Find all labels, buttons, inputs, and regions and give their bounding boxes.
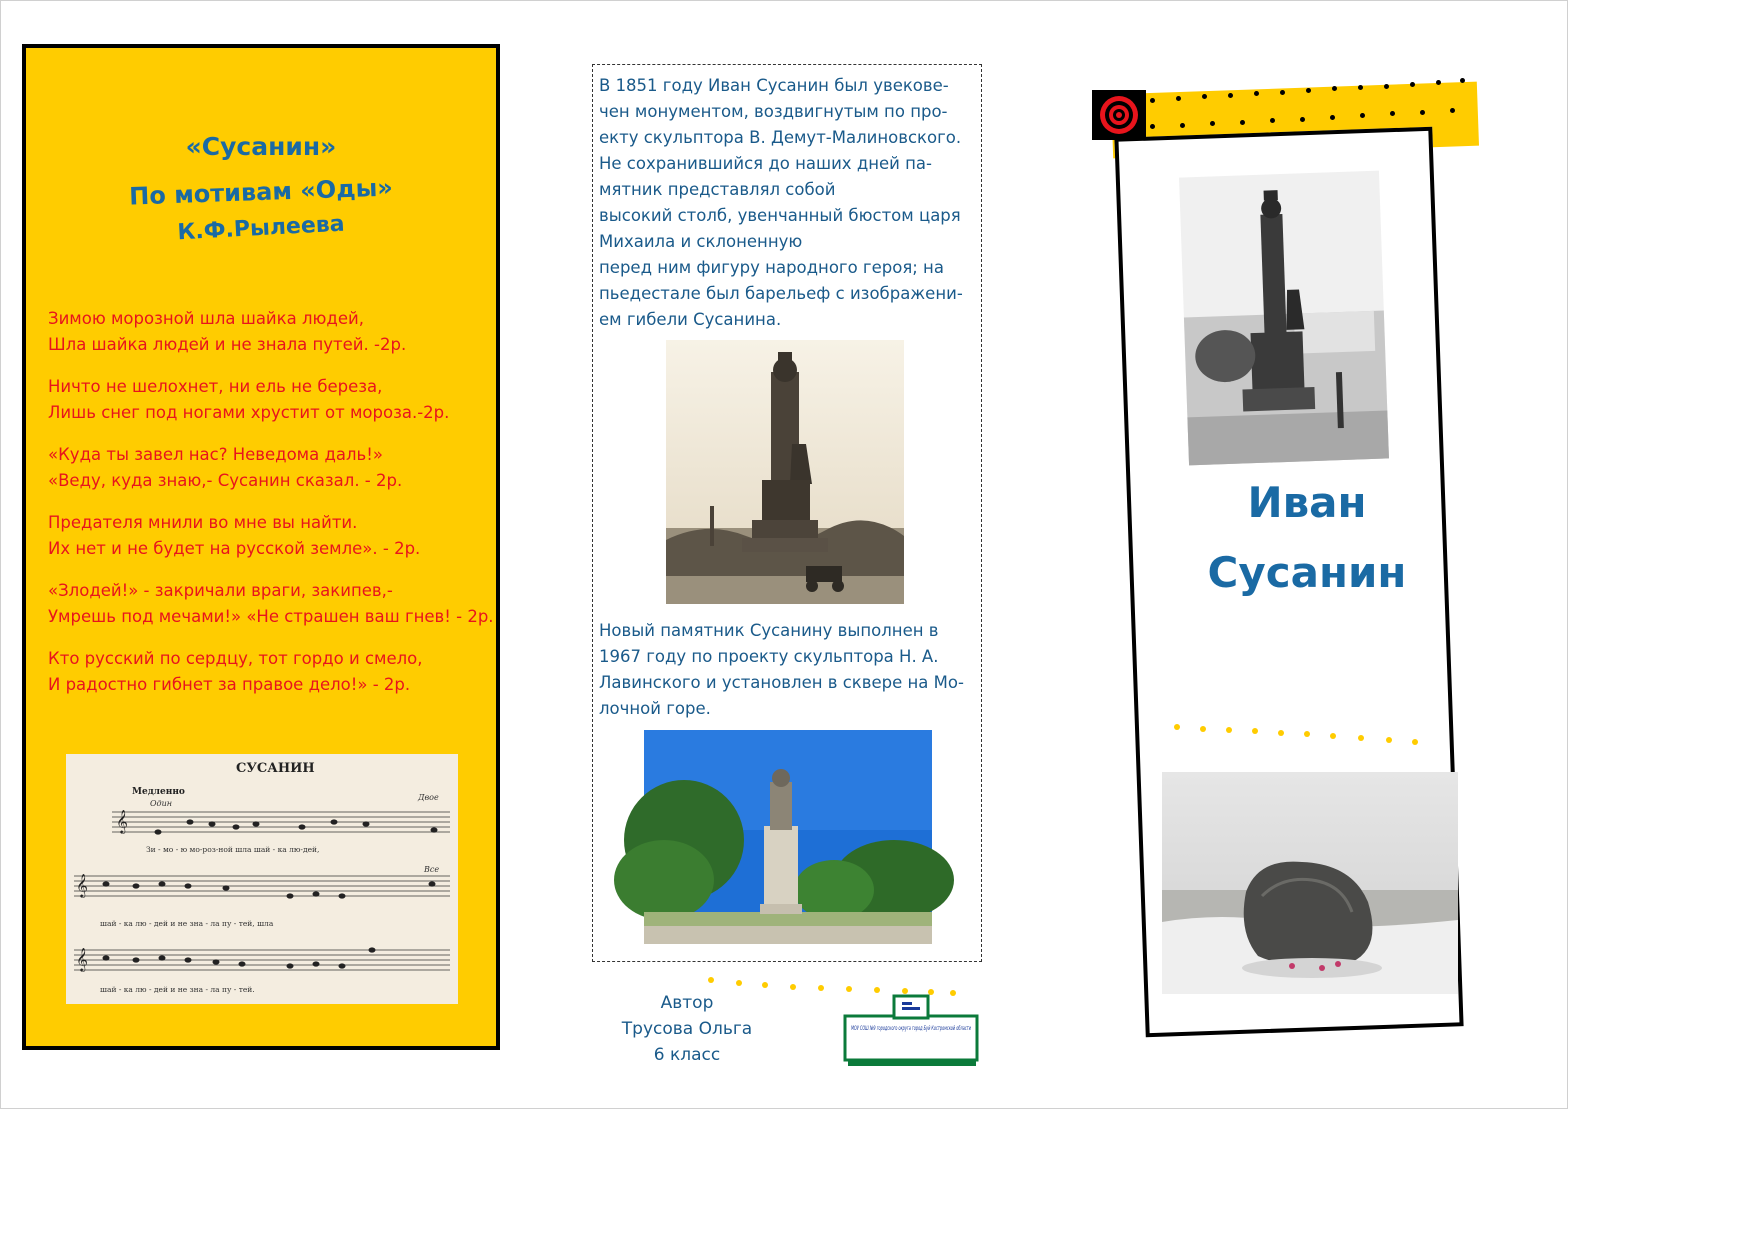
text-line: перед ним фигуру народного героя; на (599, 258, 944, 277)
old-monument-photo (666, 340, 904, 604)
poem-line: Кто русский по сердцу, тот гордо и смело, (48, 649, 423, 668)
stanza (48, 646, 508, 698)
stanza (48, 306, 508, 358)
cover-title-first: Иван (1247, 478, 1367, 527)
sheet-lyrics: шай - ка лю - дей и не зна - ла пу - тей, шла (100, 919, 274, 928)
poem-line: И радостно гибнет за правое дело!» - 2р. (48, 675, 411, 694)
text-line: Новый памятник Сусанину выполнен в (599, 621, 939, 640)
text-line: Не сохранившийся до наших дней па- (599, 154, 932, 173)
sheet-music-image (66, 754, 458, 1004)
svg-text:𝄞: 𝄞 (116, 809, 128, 833)
text-line: Лавинского и установлен в сквере на Мо- (599, 673, 964, 692)
sheet-lyrics: шай - ка лю - дей и не зна - ла пу - тей. (100, 985, 255, 994)
song-subtitle: По мотивам «Оды» (128, 173, 394, 211)
stanza (48, 442, 508, 494)
voice-label: Двое (418, 793, 439, 802)
stanza (48, 510, 508, 562)
author-name: Трусова Ольга (621, 1019, 753, 1039)
text-line: 1967 году по проекту скульптора Н. А. (599, 647, 939, 666)
song-panel (22, 44, 500, 1050)
poem-line: Ничто не шелохнет, ни ель не береза, (48, 377, 383, 396)
text-line: высокий столб, увенчанный бюстом царя (599, 206, 961, 225)
text-line: Михаила и склоненную (599, 232, 803, 251)
history-paragraph-1967 (599, 618, 979, 722)
text-line: В 1851 году Иван Сусанин был увекове- (599, 76, 949, 95)
poem-line: «Куда ты завел нас? Неведома даль!» (48, 445, 383, 464)
author-class: 6 класс (653, 1045, 721, 1065)
tempo-label: Медленно (132, 787, 185, 797)
text-line: пьедестале был барельеф с изображени- (599, 284, 963, 303)
school-name: МОУ СОШ №9 городского округа город Буй Костромской области (851, 1025, 1066, 1032)
cover-title-last: Сусанин (1207, 548, 1407, 597)
svg-text:𝄞: 𝄞 (76, 947, 88, 971)
text-line: екту скульптора В. Демут-Малиновского. (599, 128, 962, 147)
song-title: «Сусанин» (185, 132, 337, 161)
poem-line: «Веду, куда знаю,- Сусанин сказал. - 2р. (48, 471, 403, 490)
sheet-title: СУСАНИН (236, 761, 315, 776)
poem-line: Шла шайка людей и не знала путей. -2р. (48, 335, 407, 354)
text-line: мятник представлял собой (599, 180, 836, 199)
poem-line: Лишь снег под ногами хрустит от мороза.-2р. (48, 403, 450, 422)
voice-label: Один (150, 799, 173, 808)
stanza (48, 374, 508, 426)
old-monument-bw-photo (1179, 171, 1389, 466)
author-label: Автор (660, 993, 714, 1013)
song-author: К.Ф.Рылеева (176, 211, 346, 246)
school-logo (842, 994, 1066, 1068)
poem-line: «Злодей!» - закричали враги, закипев,- (48, 581, 393, 600)
poem-line: Предателя мнили во мне вы найти. (48, 513, 358, 532)
poem-lyrics (48, 306, 508, 714)
poem-line: Умрешь под мечами!» «Не страшен ваш гнев! - 2р. (48, 607, 494, 626)
target-icon (1092, 90, 1146, 140)
poem-line: Зимою морозной шла шайка людей, (48, 309, 364, 328)
text-line: чен монументом, воздвигнутым по про- (599, 102, 948, 121)
text-line: ем гибели Сусанина. (599, 310, 782, 329)
stanza (48, 578, 508, 630)
poem-line: Их нет и не будет на русской земле». - 2р. (48, 539, 421, 558)
voice-label: Все (424, 865, 440, 874)
history-paragraph-1851 (599, 73, 979, 333)
new-monument-photo (644, 730, 932, 944)
author-credit (612, 990, 762, 1068)
memorial-stone-photo (1162, 772, 1458, 994)
sheet-lyrics: Зи - мо - ю мо-роз-ной шла шай - ка лю-дей, (146, 845, 320, 854)
text-line: лочной горе. (599, 699, 711, 718)
svg-text:𝄞: 𝄞 (76, 873, 88, 897)
